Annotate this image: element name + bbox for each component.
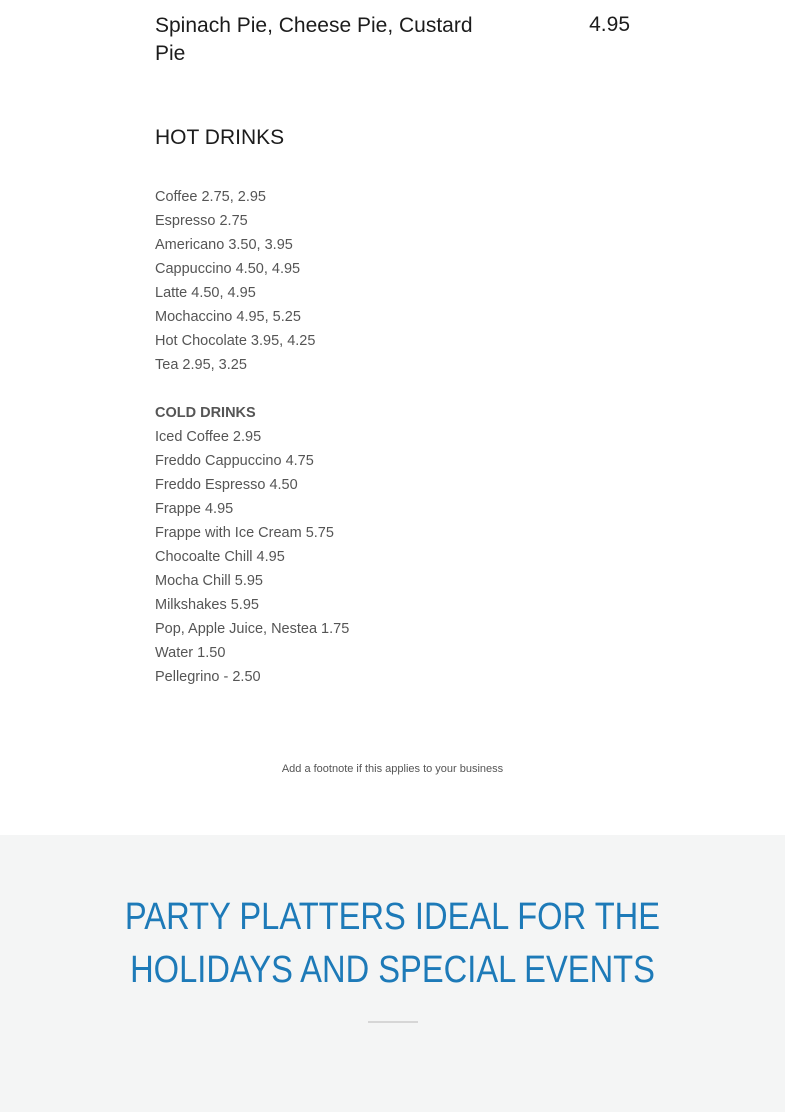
hot-drink-item: Hot Chocolate 3.95, 4.25 (155, 333, 316, 349)
menu-footnote: Add a footnote if this applies to your business (281, 763, 504, 775)
cold-drink-item: Frappe with Ice Cream 5.75 (155, 525, 334, 541)
cold-drink-item: Freddo Espresso 4.50 (155, 477, 298, 493)
cold-drink-item: Mocha Chill 5.95 (155, 573, 263, 589)
cold-drink-item: Pellegrino - 2.50 (155, 669, 261, 685)
party-platters-section (0, 835, 785, 1112)
cold-drink-item: Pop, Apple Juice, Nestea 1.75 (155, 621, 350, 637)
cold-drink-item: Frappe 4.95 (155, 501, 234, 517)
hot-drink-item: Americano 3.50, 3.95 (155, 237, 293, 253)
hot-drink-item: Coffee 2.75, 2.95 (155, 189, 266, 205)
hot-drink-item: Mochaccino 4.95, 5.25 (155, 309, 301, 325)
section-divider (368, 1021, 418, 1023)
hot-drink-item: Tea 2.95, 3.25 (155, 357, 247, 373)
cold-drink-item: Freddo Cappuccino 4.75 (155, 453, 314, 469)
cold-drink-item: Iced Coffee 2.95 (155, 429, 262, 445)
cold-drinks-heading: COLD DRINKS (155, 405, 256, 421)
menu-item-price: 4.95 (589, 13, 630, 36)
drinks-list (155, 185, 555, 689)
hot-drink-item: Espresso 2.75 (155, 213, 248, 229)
hot-drink-item: Cappuccino 4.50, 4.95 (155, 261, 301, 277)
menu-item-name: Spinach Pie, Cheese Pie, Custard Pie (155, 14, 473, 65)
hot-drinks-heading: HOT DRINKS (155, 126, 285, 149)
cold-drink-item: Milkshakes 5.95 (155, 597, 259, 613)
party-platters-title: PARTY PLATTERS IDEAL FOR THE HOLIDAYS AND SPECIAL EVENTS (124, 896, 661, 991)
cold-drink-item: Chocoalte Chill 4.95 (155, 549, 285, 565)
list-spacer (155, 377, 555, 401)
cold-drink-item: Water 1.50 (155, 645, 226, 661)
hot-drink-item: Latte 4.50, 4.95 (155, 285, 256, 301)
